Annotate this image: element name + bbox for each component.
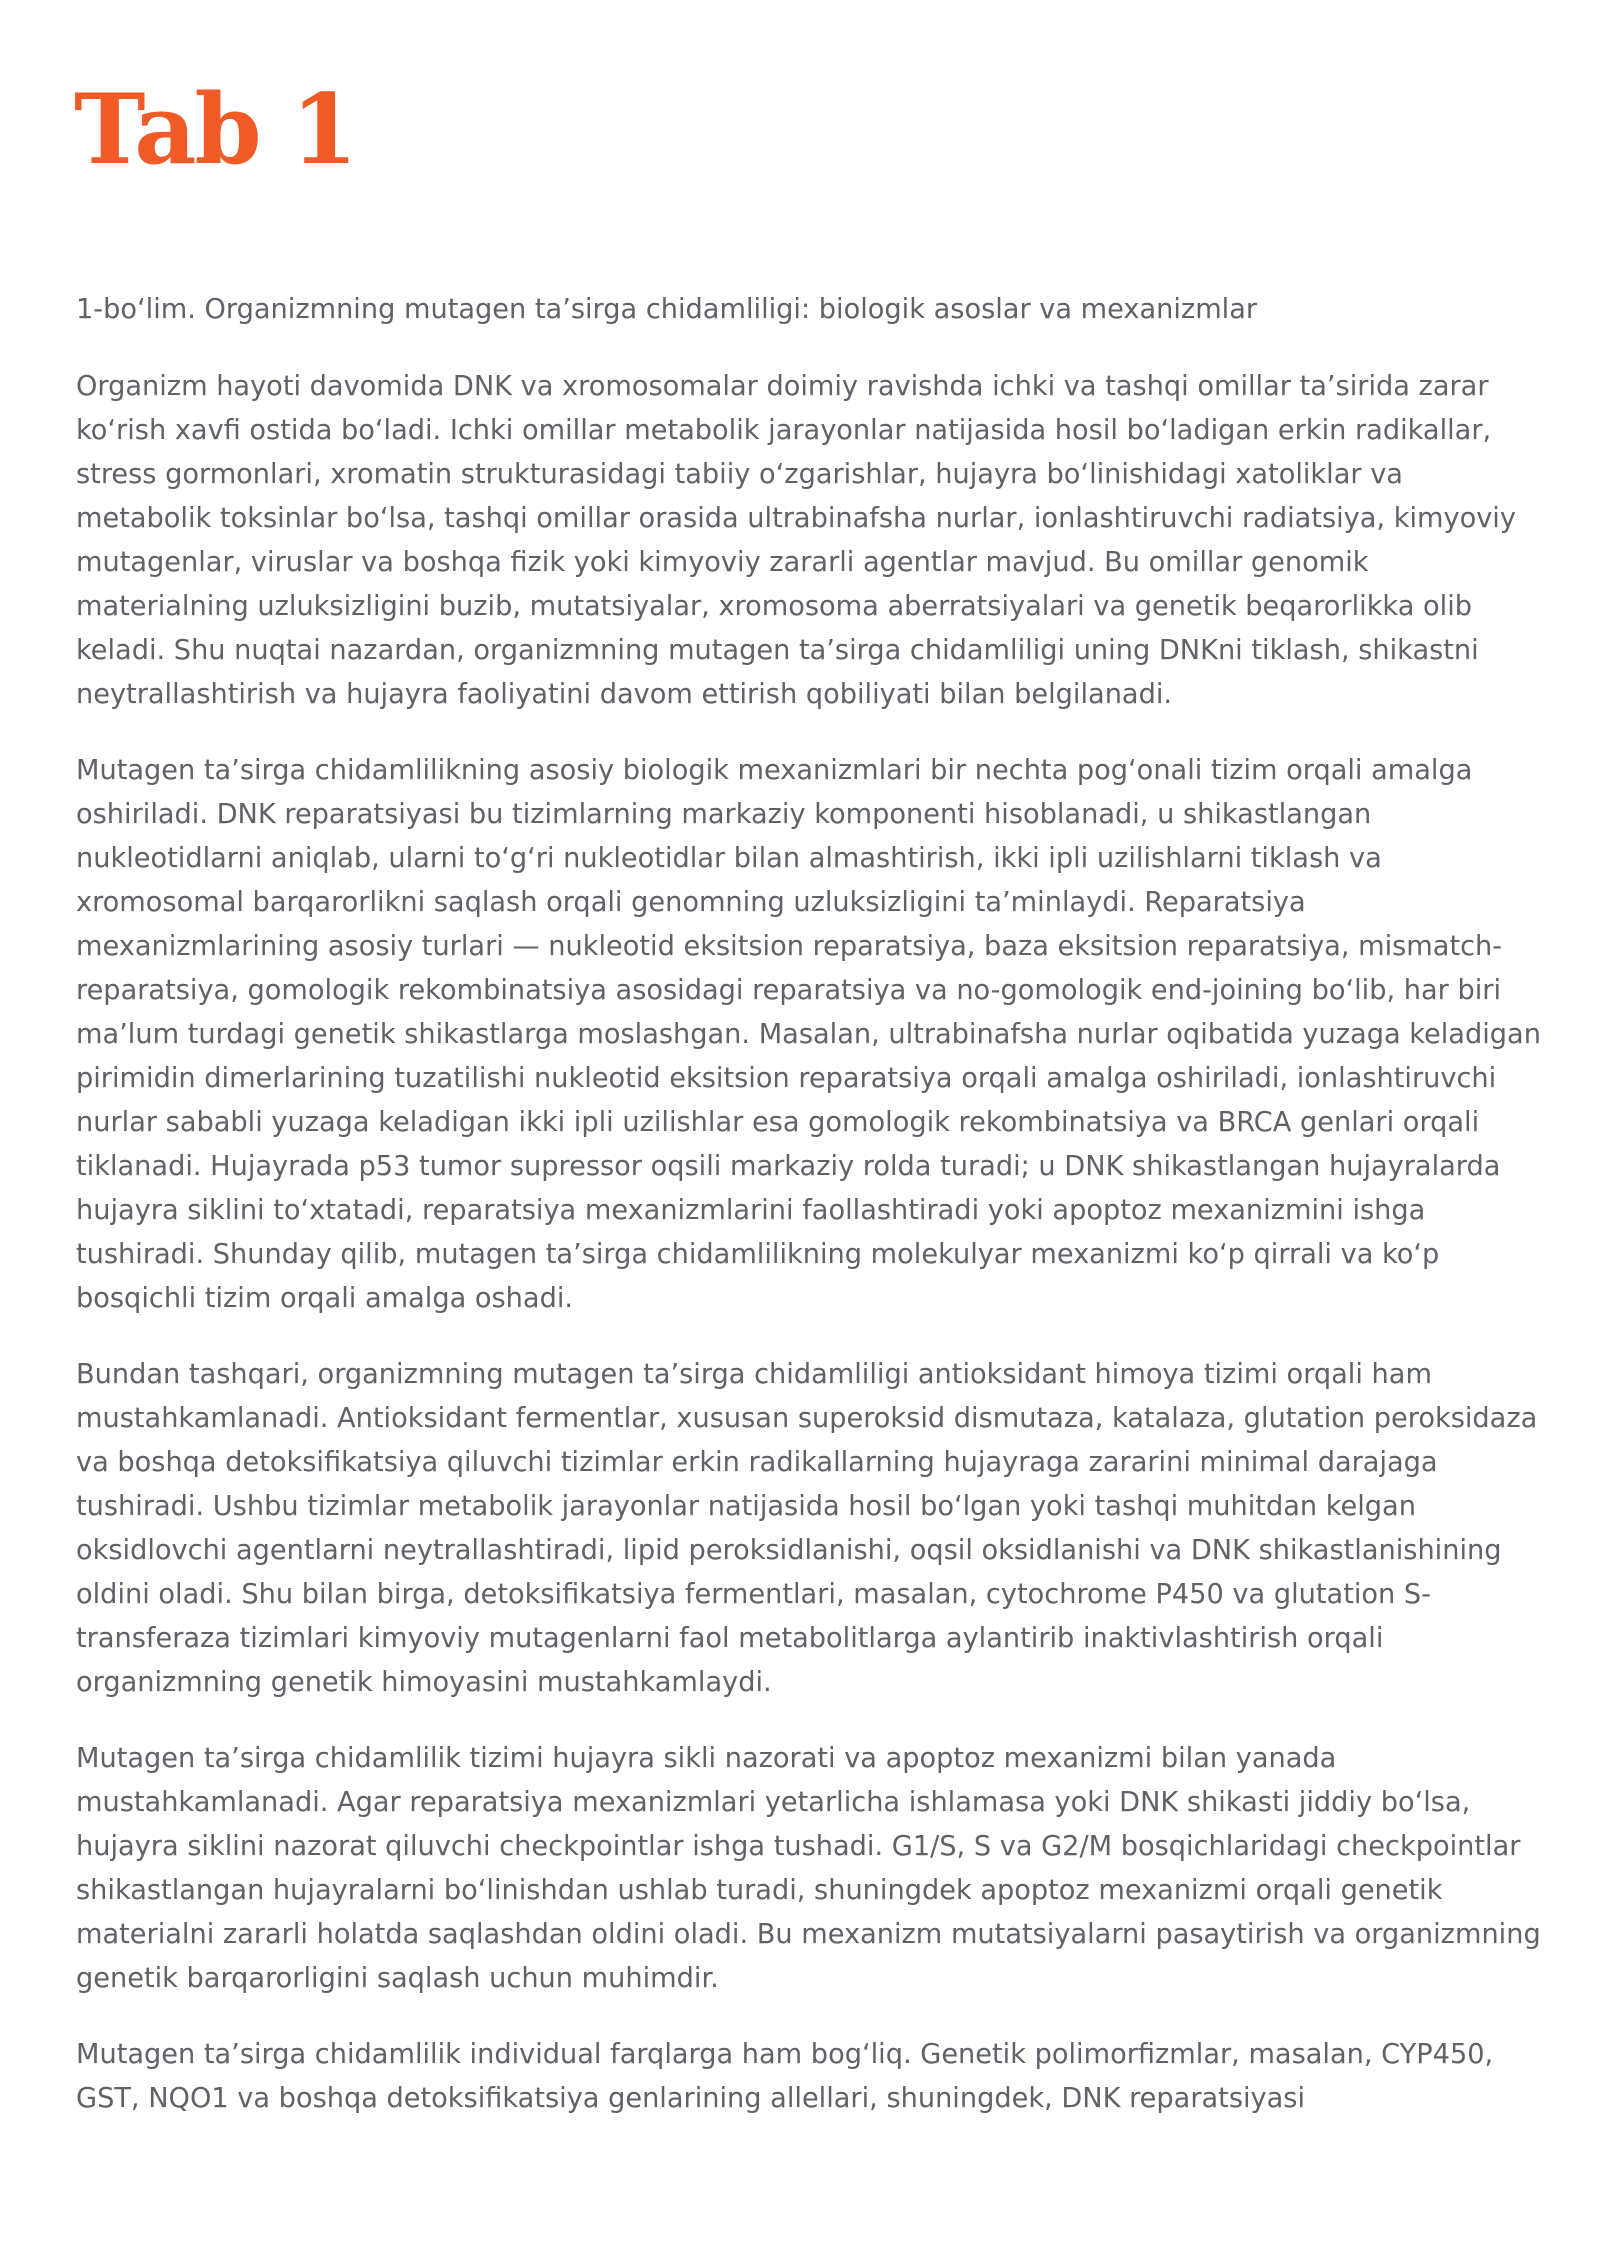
document-body <box>76 288 1544 2153</box>
body-paragraph: Bundan tashqari, organizmning mutagen ta’sirga chidamliligi antioksidant himoya tizimi orqali ham mustahkamlanadi. Antioksidant fermentlar, xususan superoksid dismutaza, katalaza, glutation peroksidaza va boshqa detoksifikatsiya qiluvchi tizimlar erkin radikallarning hujayraga zararini minimal darajaga tushiradi. Ushbu tizimlar metabolik jarayonlar natijasida hosil bo‘lgan yoki tashqi muhitdan kelgan oksidlovchi agentlarni neytrallashtiradi, lipid peroksidlanishi, oqsil oksidlanishi va DNK shikastlanishining oldini oladi. Shu bilan birga, detoksifikatsiya fermentlari, masalan, cytochrome P450 va glutation S-transferaza tizimlari kimyoviy mutagenlarni faol metabolitlarga aylantirib inaktivlashtirish orqali organizmning genetik himoyasini mustahkamlaydi. <box>76 1359 1538 1698</box>
section-heading: 1-bo‘lim. Organizmning mutagen ta’sirga chidamliligi: biologik asoslar va mexanizmlar <box>76 294 1258 325</box>
body-paragraph: Mutagen ta’sirga chidamlilik individual farqlarga ham bog‘liq. Genetik polimorfizmlar, masalan, CYP450, GST, NQO1 va boshqa detoksifikatsiya genlarining allellari, shuningdek, DNK reparatsiyasi <box>76 2039 1494 2114</box>
document-title: Tab 1 <box>74 73 356 186</box>
body-paragraph: Mutagen ta’sirga chidamlilik tizimi hujayra sikli nazorati va apoptoz mexanizmi bilan yanada mustahkamlanadi. Agar reparatsiya mexanizmlari yetarlicha ishlamasa yoki DNK shikasti jiddiy bo‘lsa, hujayra siklini nazorat qiluvchi checkpointlar ishga tushadi. G1/S, S va G2/M bosqichlaridagi checkpointlar shikastlangan hujayralarni bo‘linishdan ushlab turadi, shuningdek apoptoz mexanizmi orqali genetik materialni zararli holatda saqlashdan oldini oladi. Bu mexanizm mutatsiyalarni pasaytirish va organizmning genetik barqarorligini saqlash uchun muhimdir. <box>76 1743 1541 1994</box>
body-paragraph: Mutagen ta’sirga chidamlilikning asosiy biologik mexanizmlari bir nechta pog‘onali tizim orqali amalga oshiriladi. DNK reparatsiyasi bu tizimlarning markaziy komponenti hisoblanadi, u shikastlangan nukleotidlarni aniqlab, ularni to‘g‘ri nukleotidlar bilan almashtirish, ikki ipli uzilishlarni tiklash va xromosomal barqarorlikni saqlash orqali genomning uzluksizligini ta’minlaydi. Reparatsiya mexanizmlarining asosiy turlari — nukleotid eksitsion reparatsiya, baza eksitsion reparatsiya, mismatch-reparatsiya, gomologik rekombinatsiya asosidagi reparatsiya va no-gomologik end-joining bo‘lib, har biri ma’lum turdagi genetik shikastlarga moslashgan. Masalan, ultrabinafsha nurlar oqibatida yuzaga keladigan pirimidin dimerlarining tuzatilishi nukleotid eksitsion reparatsiya orqali amalga oshiriladi, ionlashtiruvchi nurlar sababli yuzaga keladigan ikki ipli uzilishlar esa gomologik rekombinatsiya va BRCA genlari orqali tiklanadi. Hujayrada p53 tumor supressor oqsili markaziy rolda turadi; u DNK shikastlangan hujayralarda hujayra siklini to‘xtatadi, reparatsiya mexanizmlarini faollashtiradi yoki apoptoz mexanizmini ishga tushiradi. Shunday qilib, mutagen ta’sirga chidamlilikning molekulyar mexanizmi ko‘p qirrali va ko‘p bosqichli tizim orqali amalga oshadi. <box>76 755 1541 1314</box>
body-paragraph: Organizm hayoti davomida DNK va xromosomalar doimiy ravishda ichki va tashqi omillar ta’sirida zarar ko‘rish xavfi ostida bo‘ladi. Ichki omillar metabolik jarayonlar natijasida hosil bo‘ladigan erkin radikallar, stress gormonlari, xromatin strukturasidagi tabiiy o‘zgarishlar, hujayra bo‘linishidagi xatoliklar va metabolik toksinlar bo‘lsa, tashqi omillar orasida ultrabinafsha nurlar, ionlashtiruvchi radiatsiya, kimyoviy mutagenlar, viruslar va boshqa fizik yoki kimyoviy zararli agentlar mavjud. Bu omillar genomik materialning uzluksizligini buzib, mutatsiyalar, xromosoma aberratsiyalari va genetik beqarorlikka olib keladi. Shu nuqtai nazardan, organizmning mutagen ta’sirga chidamliligi uning DNKni tiklash, shikastni neytrallashtirish va hujayra faoliyatini davom ettirish qobiliyati bilan belgilanadi. <box>76 371 1516 710</box>
